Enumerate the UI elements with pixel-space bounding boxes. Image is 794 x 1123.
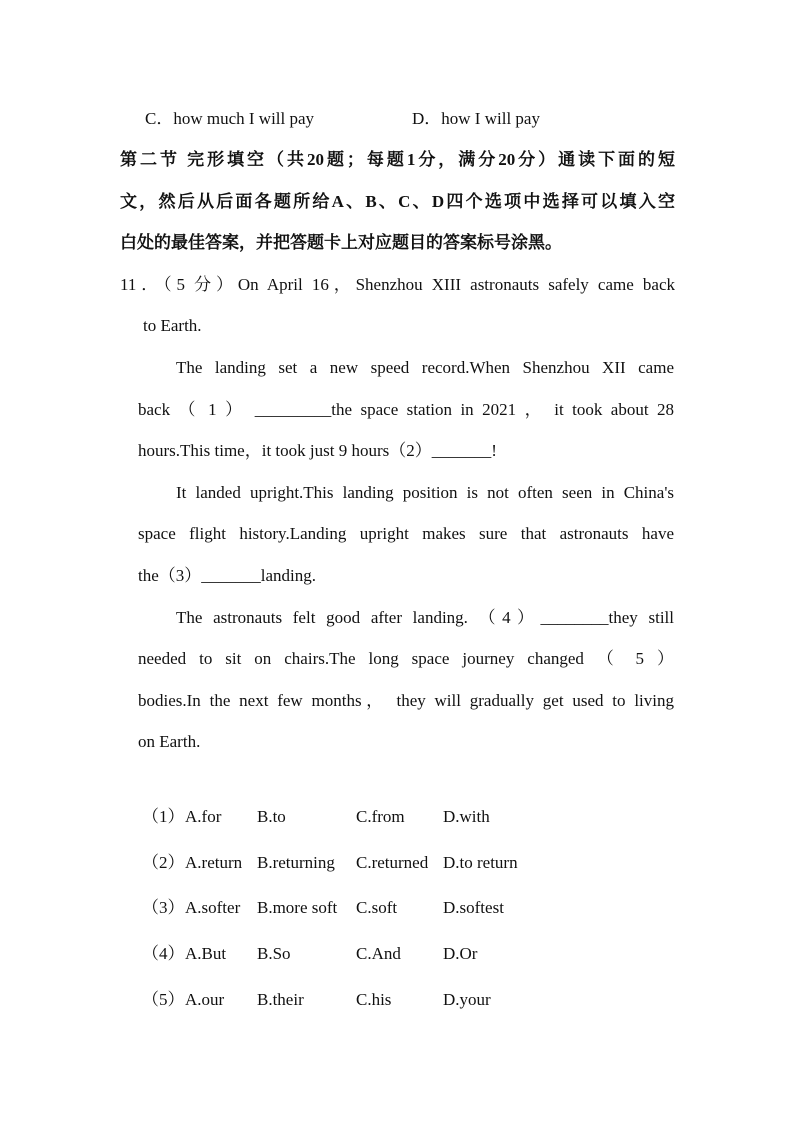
- passage-line: needed to sit on chairs.The long space journey changed （ 5 ）: [138, 649, 674, 668]
- option-a: A.return: [185, 853, 243, 872]
- option-a: A.softer: [185, 898, 241, 917]
- option-b: B.their: [257, 990, 304, 1009]
- option-c: C.soft: [356, 898, 398, 917]
- option-d: D.your: [443, 990, 491, 1009]
- passage-line: the（3）_______landing.: [138, 566, 317, 585]
- passage-line: on Earth.: [138, 732, 201, 751]
- option-c: C.returned: [356, 853, 429, 872]
- prev-option-c: C．how much I will pay: [145, 109, 315, 128]
- passage-line: hours.This time，it took just 9 hours（2）_______!: [138, 441, 497, 460]
- option-b: B.So: [257, 944, 291, 963]
- passage-line: bodies.In the next few months， they will gradually get used to living: [138, 691, 674, 710]
- option-c: C.And: [356, 944, 401, 963]
- option-d: D.softest: [443, 898, 504, 917]
- option-c: C.his: [356, 990, 392, 1009]
- option-number: （3）: [142, 898, 185, 917]
- option-d: D.with: [443, 807, 490, 826]
- option-d: D.Or: [443, 944, 478, 963]
- passage-line: space flight history.Landing upright makes sure that astronauts have: [138, 524, 674, 543]
- question-stem-line-2: to Earth.: [143, 316, 202, 335]
- option-b: B.to: [257, 807, 286, 826]
- option-d: D.to return: [443, 853, 518, 872]
- option-number: （5）: [142, 990, 185, 1009]
- option-number: （2）: [142, 853, 185, 872]
- option-a: A.for: [185, 807, 222, 826]
- option-c: C.from: [356, 807, 405, 826]
- option-a: A.our: [185, 990, 225, 1009]
- passage-line: back （ 1 ） _________the space station in 2021 ， it took about 28: [138, 400, 674, 419]
- section-header-line-3: 白处的最佳答案，并把答题卡上对应题目的答案标号涂黑。: [120, 233, 562, 252]
- option-a: A.But: [185, 944, 227, 963]
- section-header-line-1: 第二节 完形填空（共20题；每题1分，满分20分）通读下面的短: [120, 150, 675, 169]
- option-b: B.returning: [257, 853, 335, 872]
- passage-line: The astronauts felt good after landing. （4）________they still: [176, 608, 674, 627]
- passage-line: It landed upright.This landing position is not often seen in China's: [176, 483, 674, 502]
- passage-line: The landing set a new speed record.When Shenzhou XII came: [176, 358, 674, 377]
- question-stem-line-1: 11．（5 分）On April 16，Shenzhou XIII astronauts safely came back: [120, 275, 675, 294]
- option-b: B.more soft: [257, 898, 338, 917]
- prev-option-d: D．how I will pay: [412, 109, 540, 128]
- section-header-line-2: 文，然后从后面各题所给A、B、C、D四个选项中选择可以填入空: [120, 192, 675, 211]
- option-number: （4）: [142, 944, 185, 963]
- option-number: （1）: [142, 807, 185, 826]
